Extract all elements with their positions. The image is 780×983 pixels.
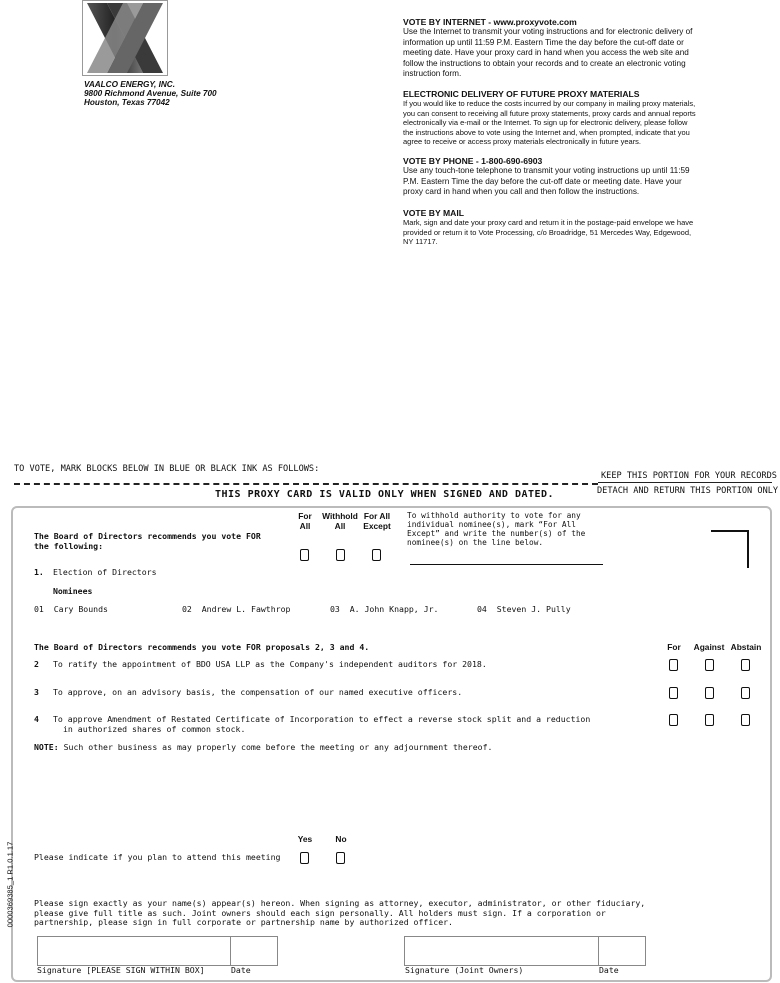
text-line: If you would like to reduce the costs incurred by our company in mailing proxy materials, <box>403 99 696 108</box>
nominee-name: Cary Bounds <box>53 604 108 614</box>
vote-by-phone-heading: VOTE BY PHONE - 1-800-690-6903 <box>403 156 543 166</box>
for-all-checkbox[interactable] <box>300 549 309 561</box>
note-label: NOTE: <box>34 742 59 752</box>
detach-portion-label: DETACH AND RETURN THIS PORTION ONLY <box>597 486 779 496</box>
electronic-delivery-text <box>403 99 721 147</box>
column-header-yes: Yes <box>297 834 313 844</box>
signing-instructions <box>34 899 645 928</box>
column-header-for-all <box>293 512 317 531</box>
nominee-number: 04 <box>477 604 487 614</box>
nominee-04 <box>477 605 571 615</box>
vote-by-mail-heading: VOTE BY MAIL <box>403 208 464 218</box>
document-code: 0000369385_1 R1.0.1.17 <box>5 841 15 928</box>
proposal-4-abstain-checkbox[interactable] <box>741 714 750 726</box>
vote-by-phone-text <box>403 166 721 198</box>
column-header-against: Against <box>693 642 725 652</box>
proposal-4-against-checkbox[interactable] <box>705 714 714 726</box>
item-1-text: Election of Directors <box>53 567 157 577</box>
joint-signature-box[interactable] <box>404 936 646 966</box>
withhold-all-checkbox[interactable] <box>336 549 345 561</box>
attend-question: Please indicate if you plan to attend this meeting <box>34 852 281 862</box>
joint-signature-label: Signature (Joint Owners) <box>405 965 524 975</box>
proposal-4-for-checkbox[interactable] <box>669 714 678 726</box>
nominee-number: 03 <box>330 604 340 614</box>
text-line: Use the Internet to transmit your voting instructions and for electronic delivery of <box>403 27 693 36</box>
vote-by-mail-text <box>403 218 721 247</box>
signature-label: Signature [PLEASE SIGN WITHIN BOX] <box>37 965 205 975</box>
company-address-line-2: Houston, Texas 77042 <box>84 98 170 107</box>
header-line: All <box>334 520 346 531</box>
column-header-abstain: Abstain <box>730 642 762 652</box>
signature-box[interactable] <box>37 936 278 966</box>
nominee-02 <box>182 605 290 615</box>
proposal-4-text <box>53 715 590 734</box>
column-header-no: No <box>335 834 347 844</box>
keep-divider <box>598 482 772 483</box>
text-line: information up until 11:59 P.M. Eastern Time the day before the cut-off date or <box>403 37 684 47</box>
vote-by-internet-section <box>403 17 721 80</box>
nominee-03 <box>330 605 438 615</box>
electronic-delivery-section <box>403 89 721 147</box>
text-line: NY 11717. <box>403 237 438 247</box>
proposal-3-abstain-checkbox[interactable] <box>741 687 750 699</box>
proposal-3-for-checkbox[interactable] <box>669 687 678 699</box>
company-address <box>84 80 217 107</box>
text-line: in authorized shares of common stock. <box>63 723 246 734</box>
withhold-instructions <box>407 511 607 547</box>
keep-portion-label: KEEP THIS PORTION FOR YOUR RECORDS <box>601 471 777 481</box>
text-line: Except” and write the number(s) of the <box>407 529 586 538</box>
nominee-name: Steven J. Pully <box>496 604 571 614</box>
proposal-3-text: To approve, on an advisory basis, the compensation of our named executive officers. <box>53 687 463 697</box>
text-line: To withhold authority to vote for any <box>407 511 581 520</box>
for-all-except-checkbox[interactable] <box>372 549 381 561</box>
note <box>34 743 492 753</box>
proposal-2-for-checkbox[interactable] <box>669 659 678 671</box>
header-line: All <box>299 520 311 531</box>
header-line: For All <box>363 511 391 521</box>
vote-by-internet-heading: VOTE BY INTERNET - www.proxyvote.com <box>403 17 577 27</box>
text-line: instruction form. <box>403 69 462 78</box>
text-line: Please sign exactly as your name(s) appear(s) hereon. When signing as attorney, executor, administrator, or other fiduciary, <box>34 898 646 908</box>
proposal-3-number: 3 <box>34 687 39 697</box>
column-header-for: For <box>667 642 681 652</box>
proposal-4-number: 4 <box>34 714 39 724</box>
company-name: VAALCO ENERGY, INC. <box>84 80 175 89</box>
detach-dashed-line <box>14 483 598 485</box>
text-line: To approve Amendment of Restated Certificate of Incorporation to effect a reverse stock split and a reduction <box>53 714 591 724</box>
text-line: please give full title as such. Joint owners should each sign personally. All holders must sign. If a corporation or <box>34 907 606 918</box>
vote-by-internet-text <box>403 27 721 80</box>
nominee-name: Andrew L. Fawthrop <box>201 604 291 614</box>
corner-mark <box>711 530 749 568</box>
header-line: Except <box>363 520 391 531</box>
text-line: meeting date. Have your proxy card in hand when you access the web site and <box>403 48 689 57</box>
ink-instruction: TO VOTE, MARK BLOCKS BELOW IN BLUE OR BLACK INK AS FOLLOWS: <box>14 464 320 474</box>
header-line: For <box>298 511 312 521</box>
vote-by-mail-section <box>403 208 721 247</box>
proposal-2-number: 2 <box>34 659 39 669</box>
attend-yes-checkbox[interactable] <box>300 852 309 864</box>
text-line: electronically via e-mail or the Internet. To sign up for electronic delivery, please follow <box>403 118 688 128</box>
proposal-2-against-checkbox[interactable] <box>705 659 714 671</box>
proposal-2-abstain-checkbox[interactable] <box>741 659 750 671</box>
note-text: Such other business as may properly come before the meeting or any adjournment thereof. <box>58 742 493 752</box>
column-header-for-all-except <box>362 512 392 531</box>
board-recommendation-2: The Board of Directors recommends you vote FOR proposals 2, 3 and 4. <box>34 642 370 652</box>
joint-signature-date-label: Date <box>599 965 619 975</box>
text-line: the following: <box>34 540 104 551</box>
text-line: nominee(s) on the line below. <box>407 538 544 547</box>
header-line: Withhold <box>322 511 358 521</box>
text-line: the instructions above to vote using the Internet and, when prompted, indicate that you <box>403 127 690 137</box>
text-line: you can consent to receiving all future proxy statements, proxy cards and annual reports <box>403 108 696 118</box>
company-logo <box>82 0 168 76</box>
text-line: P.M. Eastern Time the day before the cut-off date or meeting date. Have your <box>403 176 682 186</box>
valid-notice: THIS PROXY CARD IS VALID ONLY WHEN SIGNED AND DATED. <box>215 489 555 500</box>
joint-signature-date-divider <box>598 936 599 966</box>
text-line: agree to receive or access proxy materials electronically in future years. <box>403 137 642 147</box>
nominee-name: A. John Knapp, Jr. <box>349 604 439 614</box>
proposal-3-against-checkbox[interactable] <box>705 687 714 699</box>
withhold-nominee-line[interactable] <box>410 564 603 565</box>
text-line: provided or return it to Vote Processing, c/o Broadridge, 51 Mercedes Way, Edgewood, <box>403 227 692 237</box>
text-line: Use any touch-tone telephone to transmit your voting instructions up until 11:59 <box>403 166 690 175</box>
vote-by-phone-section <box>403 156 721 198</box>
text-line: Mark, sign and date your proxy card and return it in the postage-paid envelope we have <box>403 218 694 227</box>
electronic-delivery-heading: ELECTRONIC DELIVERY OF FUTURE PROXY MATERIALS <box>403 89 640 99</box>
nominee-number: 01 <box>34 604 44 614</box>
text-line: partnership, please sign in full corporate or partnership name by authorized officer. <box>34 917 453 927</box>
attend-no-checkbox[interactable] <box>336 852 345 864</box>
signature-date-label: Date <box>231 965 251 975</box>
text-line: individual nominee(s), mark “For All <box>407 520 576 529</box>
nominee-number: 02 <box>182 604 192 614</box>
text-line: The Board of Directors recommends you vote FOR <box>34 531 261 541</box>
proposal-2-text: To ratify the appointment of BDO USA LLP as the Company's independent auditors for 2018. <box>53 659 487 669</box>
signature-date-divider <box>230 936 231 966</box>
column-header-withhold-all <box>320 512 360 531</box>
nominees-label: Nominees <box>53 586 93 596</box>
nominee-01 <box>34 605 108 615</box>
text-line: follow the instructions to obtain your records and to create an electronic voting <box>403 58 686 68</box>
board-recommendation-1 <box>34 532 261 551</box>
item-1-number: 1. <box>34 567 44 577</box>
company-address-line-1: 9800 Richmond Avenue, Suite 700 <box>84 89 217 98</box>
text-line: proxy card in hand when you call and then follow the instructions. <box>403 187 640 196</box>
